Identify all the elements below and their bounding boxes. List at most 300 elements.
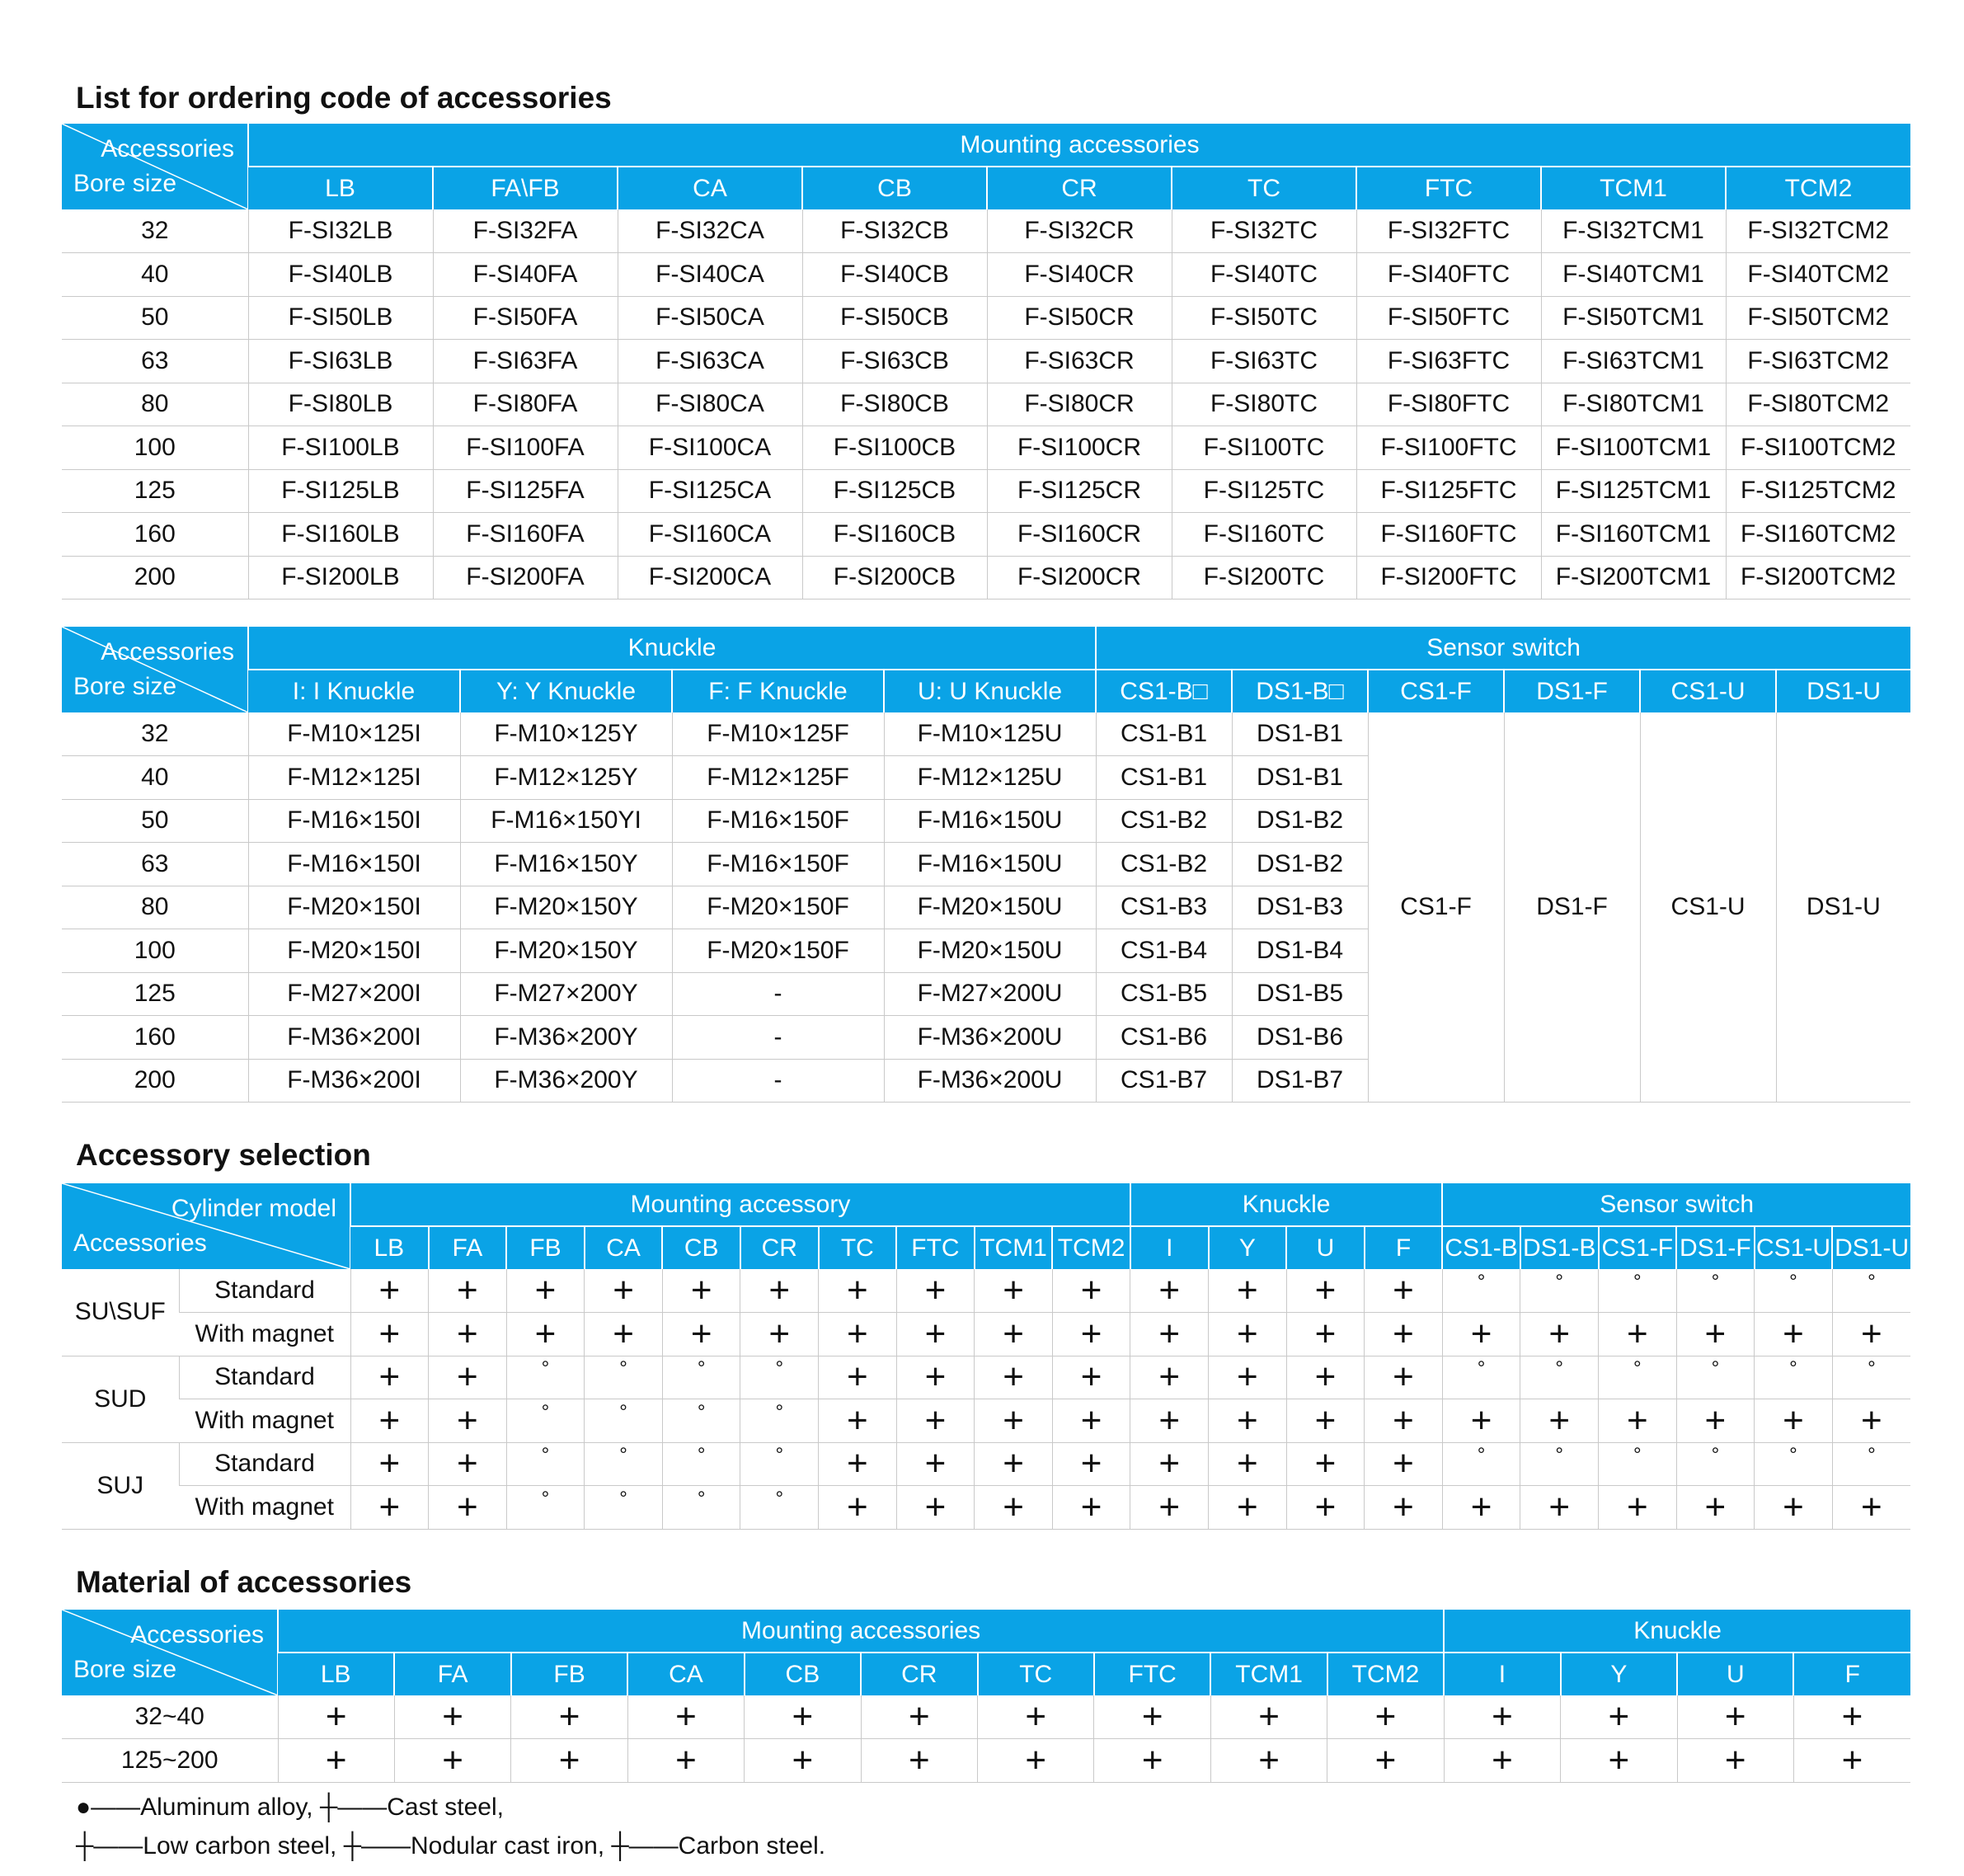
cross-mark-icon: + (1025, 1739, 1047, 1780)
dot-mark-icon: ° (619, 1357, 627, 1380)
code-cell: F-M36×200I (248, 1016, 460, 1060)
cross-mark-icon: + (792, 1739, 814, 1780)
selection-cell (1442, 1356, 1520, 1399)
column-header: LB (278, 1653, 394, 1695)
selection-cell (1442, 1399, 1520, 1443)
code-cell: F-M36×200I (248, 1059, 460, 1103)
selection-cell (1444, 1695, 1560, 1739)
corner-header (62, 627, 248, 712)
code-cell: CS1-B6 (1096, 1016, 1232, 1060)
code-cell: CS1-B2 (1096, 799, 1232, 843)
cross-mark-icon: + (1236, 1270, 1258, 1310)
selection-cell (1520, 1442, 1599, 1486)
selection-cell (819, 1486, 897, 1530)
code-cell: F-M16×150U (884, 843, 1096, 886)
selection-cell (429, 1399, 507, 1443)
selection-cell (1520, 1356, 1599, 1399)
legend-text-2: ┼——Low carbon steel, ┼——Nodular cast iron, ┼——Carbon steel. (76, 1832, 826, 1860)
code-cell: F-M20×150U (884, 886, 1096, 929)
cross-mark-icon: + (457, 1356, 478, 1398)
code-cell: F-SI125CA (618, 469, 802, 513)
column-header: CA (618, 167, 802, 209)
selection-cell (1209, 1399, 1287, 1443)
code-cell: F-SI125TCM2 (1726, 469, 1910, 513)
column-header: FB (511, 1653, 627, 1695)
selection-cell (662, 1442, 740, 1486)
code-cell: F-SI63TCM2 (1726, 340, 1910, 383)
cross-mark-icon: + (1393, 1313, 1414, 1354)
selection-cell (278, 1695, 394, 1739)
code-cell: F-SI40TCM1 (1541, 253, 1726, 297)
cross-mark-icon: + (1548, 1399, 1571, 1441)
selection-cell (1793, 1695, 1910, 1739)
dot-mark-icon: ° (775, 1487, 784, 1510)
selection-cell (1094, 1695, 1210, 1739)
dot-mark-icon: ° (775, 1357, 784, 1380)
cross-mark-icon: + (1704, 1313, 1727, 1354)
cross-mark-icon: + (1080, 1356, 1102, 1398)
group-header-knuckle: Knuckle (248, 627, 1096, 670)
cross-mark-icon: + (1783, 1313, 1804, 1354)
corner-bottom-label: Accessories (73, 1230, 207, 1257)
selection-cell (1832, 1399, 1910, 1443)
code-cell: F-SI40CB (802, 253, 987, 297)
selection-cell (350, 1269, 429, 1313)
dot-mark-icon: ° (697, 1400, 706, 1423)
cross-mark-icon: + (1314, 1313, 1337, 1354)
selection-cell (1442, 1269, 1520, 1313)
code-cell: F-SI63LB (248, 340, 433, 383)
selection-cell (506, 1269, 585, 1313)
cross-mark-icon: + (534, 1313, 557, 1354)
selection-cell (896, 1442, 975, 1486)
dot-mark-icon: ° (1555, 1444, 1563, 1467)
cross-mark-icon: + (1080, 1399, 1102, 1441)
column-header: I (1444, 1653, 1560, 1695)
cross-mark-icon: + (442, 1739, 463, 1780)
code-cell: F-SI40CR (987, 253, 1172, 297)
column-header: LB (248, 167, 433, 209)
selection-cell (429, 1269, 507, 1313)
cross-mark-icon: + (378, 1313, 401, 1354)
selection-cell (896, 1269, 975, 1313)
selection-cell (506, 1399, 585, 1443)
dot-mark-icon: ° (619, 1400, 627, 1423)
code-cell: DS1-B2 (1232, 843, 1368, 886)
column-header: FTC (1094, 1653, 1210, 1695)
selection-cell (1442, 1313, 1520, 1356)
column-header: Y (1209, 1226, 1287, 1269)
table-row (62, 1739, 1910, 1783)
variant-label-cell: With magnet (179, 1313, 350, 1356)
cross-mark-icon: + (1314, 1443, 1337, 1484)
selection-cell (506, 1442, 585, 1486)
code-cell: DS1-B4 (1232, 929, 1368, 973)
selection-cell (1130, 1399, 1209, 1443)
selection-cell (745, 1695, 861, 1739)
cross-mark-icon: + (1158, 1313, 1181, 1354)
model-name-cell: SUD (62, 1356, 179, 1442)
bore-size-cell: 125 (62, 972, 248, 1016)
selection-cell (1677, 1739, 1793, 1783)
selection-cell (278, 1739, 394, 1783)
dot-mark-icon: ° (1711, 1357, 1720, 1380)
cross-mark-icon: + (1080, 1443, 1102, 1484)
cross-mark-icon: + (847, 1313, 868, 1354)
code-cell: DS1-B2 (1232, 799, 1368, 843)
dot-mark-icon: ° (697, 1357, 706, 1380)
corner-header (62, 124, 248, 209)
selection-cell (1286, 1313, 1365, 1356)
code-cell: F-SI50TC (1172, 296, 1356, 340)
selection-cell (1561, 1695, 1677, 1739)
cross-mark-icon: + (613, 1313, 634, 1354)
code-cell: F-SI200FTC (1356, 556, 1541, 599)
selection-cell (861, 1695, 977, 1739)
code-cell: F-SI32CR (987, 209, 1172, 253)
code-cell: F-SI32TCM2 (1726, 209, 1910, 253)
code-cell: F-SI80FA (433, 383, 618, 426)
code-cell: F-SI40CA (618, 253, 802, 297)
code-cell: F-SI50CB (802, 296, 987, 340)
code-cell: F-SI100FA (433, 426, 618, 470)
selection-cell (1210, 1695, 1327, 1739)
column-header: Y: Y Knuckle (460, 670, 672, 712)
dot-mark-icon: ° (541, 1444, 550, 1467)
cross-mark-icon: + (690, 1313, 712, 1354)
cross-mark-icon: + (792, 1696, 814, 1737)
cross-mark-icon: + (1314, 1356, 1337, 1398)
cross-mark-icon: + (675, 1696, 697, 1737)
cross-mark-icon: + (1841, 1696, 1863, 1737)
selection-cell (1365, 1486, 1443, 1530)
selection-cell (1832, 1313, 1910, 1356)
selection-cell (1520, 1486, 1599, 1530)
selection-cell (1365, 1356, 1443, 1399)
selection-cell (1793, 1739, 1910, 1783)
column-header: TCM1 (1210, 1653, 1327, 1695)
selection-cell (506, 1486, 585, 1530)
dot-mark-icon: ° (1555, 1357, 1563, 1380)
code-cell: DS1-B6 (1232, 1016, 1368, 1060)
selection-cell (1676, 1313, 1755, 1356)
cross-mark-icon: + (534, 1270, 557, 1310)
cross-mark-icon: + (690, 1270, 712, 1310)
code-cell: F-SI32TC (1172, 209, 1356, 253)
code-cell: F-SI63CA (618, 340, 802, 383)
code-cell: F-SI50TCM1 (1541, 296, 1726, 340)
selection-cell (819, 1356, 897, 1399)
code-cell: F-SI200CB (802, 556, 987, 599)
bore-size-cell: 160 (62, 513, 248, 557)
code-cell: F-SI50LB (248, 296, 433, 340)
selection-cell (975, 1269, 1053, 1313)
selection-cell (1210, 1739, 1327, 1783)
code-cell: F-SI50TCM2 (1726, 296, 1910, 340)
cross-mark-icon: + (613, 1270, 634, 1310)
selection-cell (1130, 1313, 1209, 1356)
code-cell: F-SI200TCM1 (1541, 556, 1726, 599)
code-cell: F-M20×150F (672, 929, 884, 973)
selection-cell (1052, 1313, 1130, 1356)
column-header: CR (987, 167, 1172, 209)
column-header: TCM2 (1052, 1226, 1130, 1269)
selection-cell (740, 1269, 819, 1313)
variant-label-cell: Standard (179, 1356, 350, 1399)
cross-mark-icon: + (1783, 1399, 1804, 1441)
code-cell: F-M27×200I (248, 972, 460, 1016)
accessory-selection-table (62, 1183, 1910, 1530)
corner-top-label: Accessories (101, 135, 234, 162)
code-cell: F-SI160CA (618, 513, 802, 557)
selection-cell (1755, 1356, 1833, 1399)
corner-top-label: Accessories (130, 1621, 264, 1648)
selection-cell (1444, 1739, 1560, 1783)
legend-line-2 (76, 1832, 825, 1860)
cross-mark-icon: + (1258, 1696, 1280, 1737)
selection-cell (1520, 1313, 1599, 1356)
code-cell: F-M27×200Y (460, 972, 672, 1016)
code-cell: F-SI100TCM2 (1726, 426, 1910, 470)
cross-mark-icon: + (1861, 1313, 1882, 1354)
material-title: Material of accessories (76, 1565, 412, 1599)
selection-cell (585, 1486, 663, 1530)
cross-mark-icon: + (1492, 1696, 1513, 1737)
selection-cell (511, 1739, 627, 1783)
code-cell: F-M12×125F (672, 756, 884, 800)
selection-cell (511, 1695, 627, 1739)
selection-cell (1832, 1356, 1910, 1399)
corner-header (62, 1183, 350, 1269)
cross-mark-icon: + (924, 1399, 947, 1441)
selection-cell (1052, 1269, 1130, 1313)
cross-mark-icon: + (1025, 1696, 1047, 1737)
cross-mark-icon: + (1236, 1486, 1258, 1527)
group-header-knuckle: Knuckle (1130, 1183, 1442, 1226)
dot-mark-icon: ° (1789, 1357, 1797, 1380)
cross-mark-icon: + (1003, 1486, 1024, 1527)
selection-cell (1052, 1442, 1130, 1486)
cross-mark-icon: + (457, 1270, 478, 1310)
code-cell: F-SI80LB (248, 383, 433, 426)
cross-mark-icon: + (1314, 1486, 1337, 1527)
selection-cell (1599, 1269, 1677, 1313)
selection-cell (662, 1313, 740, 1356)
code-cell: F-SI63TC (1172, 340, 1356, 383)
selection-cell (819, 1313, 897, 1356)
code-cell: F-SI40FA (433, 253, 618, 297)
cross-mark-icon: + (847, 1486, 868, 1527)
code-cell: DS1-B1 (1232, 756, 1368, 800)
selection-cell (429, 1313, 507, 1356)
selection-cell (1599, 1486, 1677, 1530)
selection-cell (1130, 1269, 1209, 1313)
selection-cell (350, 1399, 429, 1443)
selection-cell (1094, 1739, 1210, 1783)
cross-mark-icon: + (325, 1696, 347, 1737)
column-header: DS1-U (1832, 1226, 1910, 1269)
dot-mark-icon: ° (541, 1357, 550, 1380)
cross-mark-icon: + (1258, 1739, 1280, 1780)
code-cell: F-SI200TC (1172, 556, 1356, 599)
table-row (62, 469, 1910, 513)
selection-cell (740, 1442, 819, 1486)
column-header: TCM2 (1327, 1653, 1444, 1695)
code-cell: F-SI200FA (433, 556, 618, 599)
column-header: CR (861, 1653, 977, 1695)
cross-mark-icon: + (457, 1399, 478, 1441)
code-cell: DS1-B7 (1232, 1059, 1368, 1103)
code-cell: F-M20×150I (248, 929, 460, 973)
table-row (62, 513, 1910, 557)
code-cell: F-M10×125U (884, 712, 1096, 756)
group-header-sensor: Sensor switch (1096, 627, 1910, 670)
cross-mark-icon: + (325, 1739, 347, 1780)
material-table (62, 1610, 1910, 1783)
selection-cell (585, 1269, 663, 1313)
cross-mark-icon: + (1470, 1486, 1492, 1527)
cross-mark-icon: + (1470, 1313, 1492, 1354)
cross-mark-icon: + (924, 1313, 947, 1354)
selection-cell (896, 1399, 975, 1443)
selection-cell (585, 1442, 663, 1486)
selection-cell (1755, 1269, 1833, 1313)
dot-mark-icon: ° (1633, 1444, 1642, 1467)
cross-mark-icon: + (1783, 1486, 1804, 1527)
selection-cell (1327, 1739, 1444, 1783)
selection-cell (1327, 1695, 1444, 1739)
column-header: CA (627, 1653, 744, 1695)
table-row (62, 1313, 1910, 1356)
table-row (62, 209, 1910, 253)
table-row (62, 1486, 1910, 1530)
cross-mark-icon: + (1492, 1739, 1513, 1780)
selection-cell (1561, 1739, 1677, 1783)
selection-cell (1209, 1269, 1287, 1313)
cross-mark-icon: + (847, 1270, 868, 1310)
cross-mark-icon: + (924, 1486, 947, 1527)
selection-cell (662, 1269, 740, 1313)
column-header: U (1286, 1226, 1365, 1269)
merged-sensor-cell: DS1-F (1504, 712, 1640, 1103)
code-cell: F-M12×125Y (460, 756, 672, 800)
selection-cell (429, 1356, 507, 1399)
code-cell: F-SI80CA (618, 383, 802, 426)
cross-mark-icon: + (1003, 1443, 1024, 1484)
cross-mark-icon: + (1158, 1270, 1181, 1310)
cross-mark-icon: + (1861, 1399, 1882, 1441)
variant-label-cell: With magnet (179, 1486, 350, 1530)
model-name-cell: SUJ (62, 1442, 179, 1529)
corner-bottom-label: Bore size (73, 673, 177, 700)
code-cell: F-M12×125U (884, 756, 1096, 800)
selection-cell (1442, 1486, 1520, 1530)
code-cell: DS1-B5 (1232, 972, 1368, 1016)
cross-mark-icon: + (924, 1356, 947, 1398)
cross-mark-icon: + (1003, 1399, 1024, 1441)
code-cell: - (672, 1016, 884, 1060)
selection-cell (740, 1356, 819, 1399)
column-header: U: U Knuckle (884, 670, 1096, 712)
code-cell: F-SI63FA (433, 340, 618, 383)
bore-size-cell: 200 (62, 1059, 248, 1103)
selection-cell (627, 1695, 744, 1739)
selection-cell (1365, 1269, 1443, 1313)
code-cell: CS1-B1 (1096, 756, 1232, 800)
selection-cell (1209, 1442, 1287, 1486)
column-header: TCM2 (1726, 167, 1910, 209)
cross-mark-icon: + (847, 1356, 868, 1398)
code-cell: F-M36×200Y (460, 1059, 672, 1103)
code-cell: F-SI40TC (1172, 253, 1356, 297)
code-cell: F-SI160TC (1172, 513, 1356, 557)
selection-cell (975, 1313, 1053, 1356)
selection-cell (861, 1739, 977, 1783)
code-cell: F-M16×150F (672, 799, 884, 843)
code-cell: F-SI160TCM1 (1541, 513, 1726, 557)
code-cell: F-SI80TC (1172, 383, 1356, 426)
column-header: TC (978, 1653, 1094, 1695)
variant-label-cell: With magnet (179, 1399, 350, 1443)
column-header: DS1-B (1520, 1226, 1599, 1269)
code-cell: - (672, 972, 884, 1016)
selection-cell (975, 1442, 1053, 1486)
merged-sensor-cell: CS1-U (1640, 712, 1776, 1103)
selection-cell (1286, 1486, 1365, 1530)
corner-bottom-label: Bore size (73, 170, 177, 197)
knuckle-sensor-table (62, 627, 1910, 1103)
code-cell: CS1-B1 (1096, 712, 1232, 756)
code-cell: F-M16×150U (884, 799, 1096, 843)
code-cell: F-SI100LB (248, 426, 433, 470)
cross-mark-icon: + (442, 1696, 463, 1737)
selection-cell (350, 1442, 429, 1486)
selection-cell (975, 1486, 1053, 1530)
column-header: CB (802, 167, 987, 209)
selection-cell (1832, 1269, 1910, 1313)
code-cell: F-SI160CR (987, 513, 1172, 557)
dot-mark-icon: ° (697, 1444, 706, 1467)
selection-cell (819, 1399, 897, 1443)
cross-mark-icon: + (1608, 1696, 1630, 1737)
selection-cell (585, 1313, 663, 1356)
selection-cell (1286, 1399, 1365, 1443)
selection-cell (1676, 1442, 1755, 1486)
table-row (62, 1399, 1910, 1443)
selection-cell (745, 1739, 861, 1783)
cross-mark-icon: + (378, 1399, 401, 1441)
selection-cell (394, 1695, 510, 1739)
code-cell: DS1-B1 (1232, 712, 1368, 756)
code-cell: F-SI200CA (618, 556, 802, 599)
selection-cell (585, 1356, 663, 1399)
column-header: CB (745, 1653, 861, 1695)
dot-mark-icon: ° (1555, 1271, 1563, 1293)
cross-mark-icon: + (558, 1739, 580, 1780)
cross-mark-icon: + (847, 1443, 868, 1484)
table-row (62, 1442, 1910, 1486)
code-cell: F-M27×200U (884, 972, 1096, 1016)
selection-cell (1052, 1399, 1130, 1443)
column-header: TC (819, 1226, 897, 1269)
bore-size-cell: 100 (62, 426, 248, 470)
dot-mark-icon: ° (1868, 1271, 1876, 1293)
dot-mark-icon: ° (1633, 1271, 1642, 1293)
bore-size-cell: 125 (62, 469, 248, 513)
cross-mark-icon: + (924, 1443, 947, 1484)
code-cell: F-SI200LB (248, 556, 433, 599)
code-cell: F-SI100CR (987, 426, 1172, 470)
